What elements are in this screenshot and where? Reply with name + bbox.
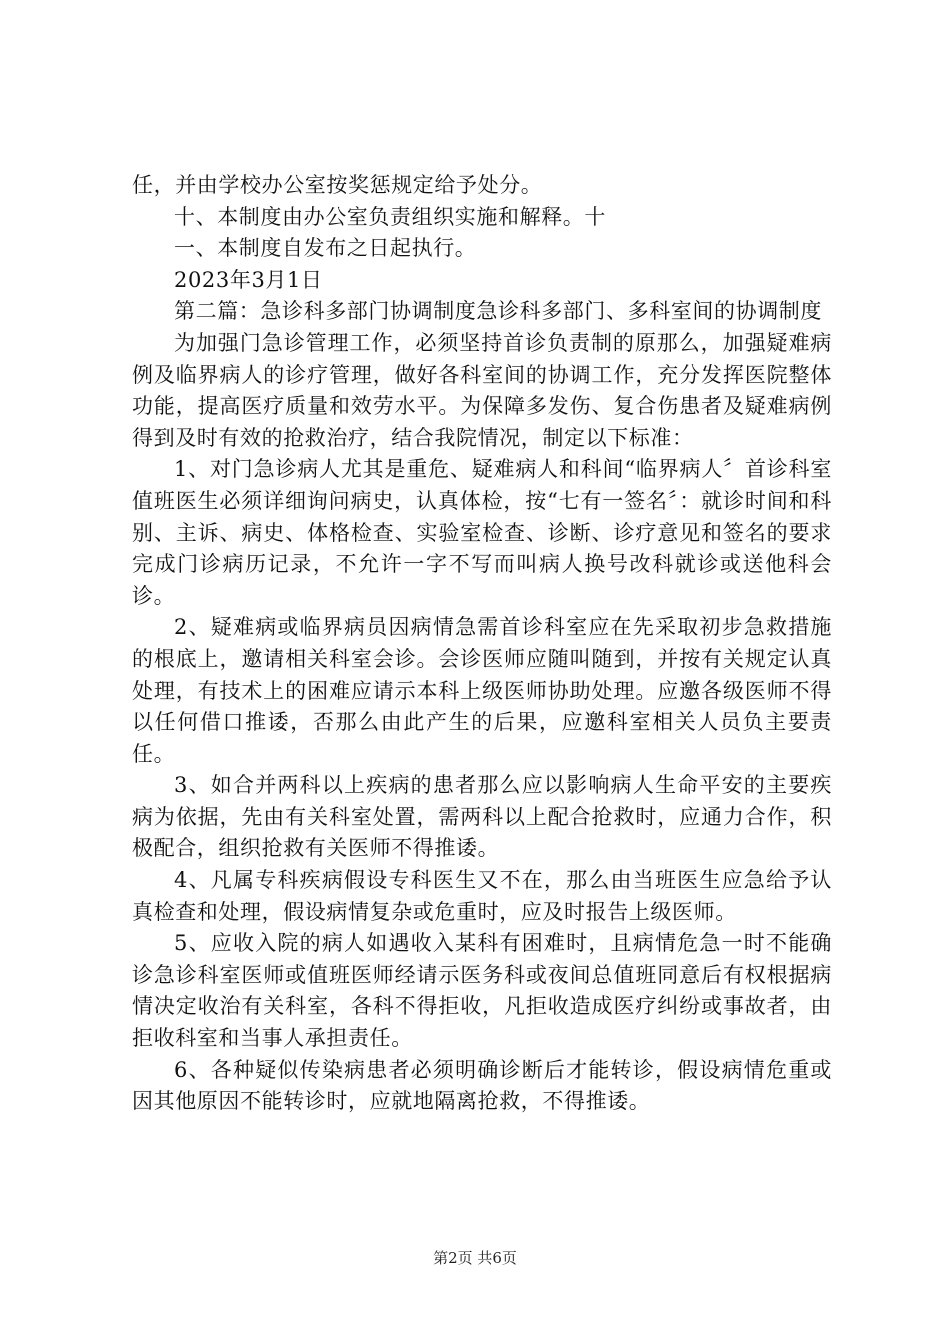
rule-4: 4、凡属专科疾病假设专科医生又不在，那么由当班医生应急给予认真检查和处理，假设病情复杂或危重时，应及时报告上级医师。 [132, 868, 832, 924]
rule-2: 2、疑难病或临界病员因病情急需首诊科室应在先采取初步急救措施的根底上，邀请相关科室会诊。会诊医师应随叫随到，并按有关规定认真处理，有技术上的困难应请示本科上级医师协助处理。应邀各级医师不得以任何借口推诿，否那么由此产生的后果，应邀科室相关人员负主要责任。 [132, 615, 832, 766]
paragraph-2: 十、本制度由办公室负责组织实施和解释。十 [174, 204, 606, 229]
paragraph-intro: 为加强门急诊管理工作，必须坚持首诊负责制的原那么，加强疑难病例及临界病人的诊疗管理，做好各科室间的协调工作，充分发挥医院整体功能，提高医疗质量和效劳水平。为保障多发伤、复合伤患者及疑难病例得到及时有效的抢救治疗，结合我院情况，制定以下标准： [132, 330, 832, 450]
document-body [132, 170, 832, 1118]
paragraph-1: 任，并由学校办公室按奖惩规定给予处分。 [132, 173, 543, 197]
date-line: 2023年3月1日 [174, 267, 323, 292]
rule-5: 5、应收入院的病人如遇收入某科有困难时，且病情危急一时不能确诊急诊科室医师或值班医师经请示医务科或夜间总值班同意后有权根据病情决定收治有关科室，各科不得拒收，凡拒收造成医疗纠纷或事故者，由拒收科室和当事人承担责任。 [132, 931, 832, 1051]
page-number: 第2页 共6页 [433, 1249, 517, 1267]
rule-1: 1、对门急诊病人尤其是重危、疑难病人和科间“临界病人〞首诊科室值班医生必须详细询问病史，认真体检，按“七有一签名〞：就诊时间和科别、主诉、病史、体格检查、实验室检查、诊断、诊疗意见和签名的要求完成门诊病历记录，不允许一字不写而叫病人换号改科就诊或送他科会诊。 [132, 457, 832, 608]
rule-6: 6、各种疑似传染病患者必须明确诊断后才能转诊，假设病情危重或因其他原因不能转诊时，应就地隔离抢救，不得推诿。 [132, 1057, 832, 1114]
paragraph-3: 一、本制度自发布之日起执行。 [174, 236, 477, 261]
rule-3: 3、如合并两科以上疾病的患者那么应以影响病人生命平安的主要疾病为依据，先由有关科室处置，需两科以上配合抢救时，应通力合作，积极配合，组织抢救有关医师不得推诿。 [132, 773, 832, 861]
page-footer [0, 1248, 950, 1268]
section-title: 第二篇：急诊科多部门协调制度急诊科多部门、多科室间的协调制度 [174, 299, 822, 324]
